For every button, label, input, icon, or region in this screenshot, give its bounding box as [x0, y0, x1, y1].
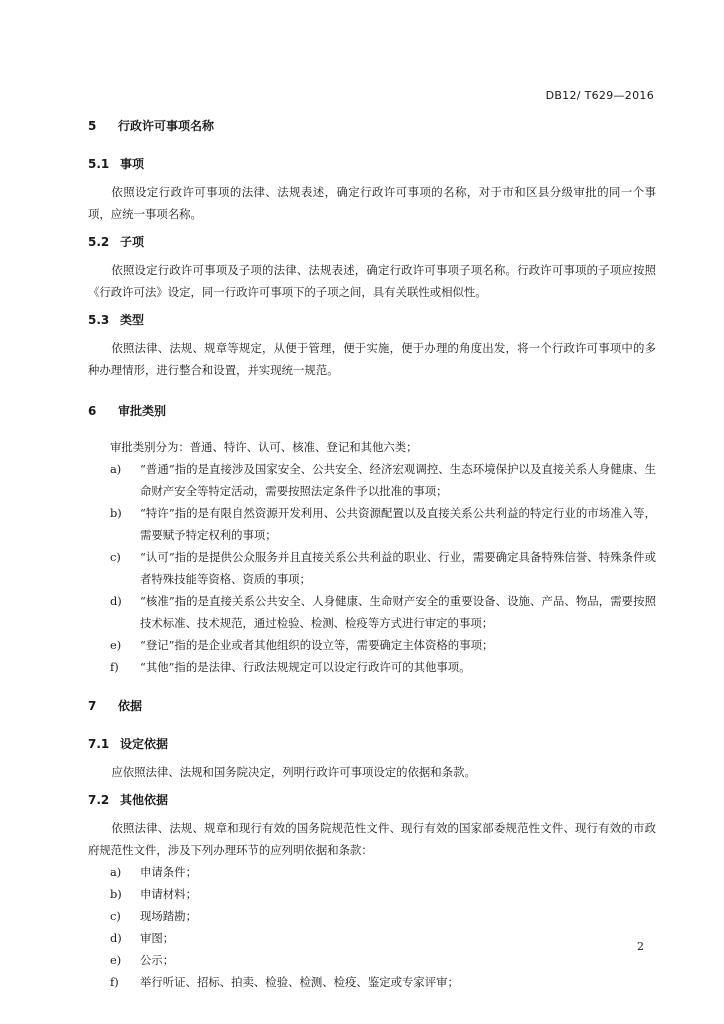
- list-item-text: 公示；: [140, 953, 175, 967]
- section-number: 5: [88, 119, 97, 133]
- list-item-text: “普通”指的是直接涉及国家安全、公共安全、经济宏观调控、生态环境保护以及直接关系人身健康、生命财产安全等特定活动，需要按照法定条件予以批准的事项；: [140, 462, 656, 498]
- section-5-2-paragraph: 依照设定行政许可事项及子项的法律、法规表述，确定行政许可事项子项名称。行政许可事项的子项应按照《行政许可法》设定，同一行政许可事项下的子项之间，具有关联性或相似性。: [88, 263, 656, 299]
- section-number: 7.1: [88, 737, 110, 751]
- list-item: [88, 458, 656, 502]
- list-marker: e): [110, 953, 122, 967]
- list-marker: f): [110, 975, 119, 989]
- list-marker: d): [110, 931, 122, 945]
- list-marker: c): [110, 909, 121, 923]
- section-title: 设定依据: [120, 737, 169, 751]
- approval-category-list: [88, 458, 656, 678]
- section-number: 5.3: [88, 313, 110, 327]
- section-7-heading: [88, 698, 656, 714]
- list-marker: a): [110, 462, 122, 476]
- list-item-text: “核准”指的是直接关系公共安全、人身健康、生命财产安全的重要设备、设施、产品、物品，需要按照技术标准、技术规范，通过检验、检测、检疫等方式进行审定的事项；: [140, 594, 656, 630]
- section-number: 6: [88, 404, 97, 418]
- list-marker: a): [110, 865, 122, 879]
- section-title: 行政许可事项名称: [118, 119, 215, 133]
- list-item-text: 现场踏勘；: [140, 909, 197, 923]
- list-marker: b): [110, 887, 122, 901]
- section-7-1-paragraph: 应依照法律、法规和国务院决定，列明行政许可事项设定的依据和条款。: [111, 765, 476, 779]
- list-marker: e): [110, 638, 122, 652]
- list-item-text: “登记”指的是企业或者其他组织的设立等，需要确定主体资格的事项；: [140, 638, 494, 652]
- section-title: 子项: [120, 235, 145, 249]
- section-5-1-paragraph: 依照设定行政许可事项的法律、法规表述，确定行政许可事项的名称，对于市和区县分级审批的同一个事项，应统一事项名称。: [88, 185, 656, 221]
- section-5-1-heading: [88, 156, 656, 172]
- section-number: 5.1: [88, 157, 110, 171]
- list-marker: d): [110, 594, 122, 608]
- document-code: DB12/ T629—2016: [545, 89, 654, 102]
- section-5-3-paragraph: 依照法律、法规、规章等规定，从便于管理，便于实施，便于办理的角度出发，将一个行政许可事项中的多种办理情形，进行整合和设置，并实现统一规范。: [88, 341, 656, 377]
- list-item-text: “其他”指的是法律、行政法规规定可以设定行政许可的其他事项。: [140, 660, 471, 674]
- section-title: 其他依据: [120, 793, 169, 807]
- list-item: [88, 927, 656, 949]
- list-item: [88, 905, 656, 927]
- list-item: [88, 656, 656, 678]
- section-number: 7.2: [88, 793, 110, 807]
- section-number: 5.2: [88, 235, 110, 249]
- section-5-3-heading: [88, 312, 656, 328]
- section-title: 依据: [118, 699, 143, 713]
- list-marker: c): [110, 550, 121, 564]
- list-item-text: “特许”指的是有限自然资源开发利用、公共资源配置以及直接关系公共利益的特定行业的市场准入等，需要赋予特定权利的事项；: [140, 506, 656, 542]
- list-item-text: 举行听证、招标、拍卖、检验、检测、检疫、鉴定或专家评审；: [140, 975, 459, 989]
- list-marker: f): [110, 660, 119, 674]
- section-7-1-heading: [88, 736, 656, 752]
- list-item: [88, 634, 656, 656]
- section-6-heading: [88, 403, 656, 419]
- section-5-heading: [88, 118, 656, 134]
- list-item-text: 申请材料；: [140, 887, 197, 901]
- section-title: 审批类别: [118, 404, 167, 418]
- list-item: [88, 971, 656, 993]
- page-number: 2: [637, 940, 644, 953]
- list-marker: b): [110, 506, 122, 520]
- section-6-intro: 审批类别分为：普通、特许、认可、核准、登记和其他六类；: [110, 440, 418, 454]
- list-item: [88, 883, 656, 905]
- section-5-2-heading: [88, 234, 656, 250]
- section-7-2-heading: [88, 792, 656, 808]
- section-7-2-paragraph: 依照法律、法规、规章和现行有效的国务院规范性文件、现行有效的国家部委规范性文件、现行有效的市政府规范性文件，涉及下列办理环节的应列明依据和条款：: [88, 821, 656, 857]
- list-item: [88, 861, 656, 883]
- list-item-text: “认可”指的是提供公众服务并且直接关系公共利益的职业、行业，需要确定具备特殊信誉、特殊条件或者特殊技能等资格、资质的事项；: [140, 550, 656, 586]
- list-item: [88, 546, 656, 590]
- list-item: [88, 590, 656, 634]
- list-item: [88, 502, 656, 546]
- list-item-text: 申请条件；: [140, 865, 197, 879]
- section-title: 事项: [120, 157, 145, 171]
- document-body: [88, 118, 656, 993]
- procedure-list: [88, 861, 656, 993]
- section-number: 7: [88, 699, 97, 713]
- list-item-text: 审图；: [140, 931, 175, 945]
- list-item: [88, 949, 656, 971]
- section-title: 类型: [120, 313, 145, 327]
